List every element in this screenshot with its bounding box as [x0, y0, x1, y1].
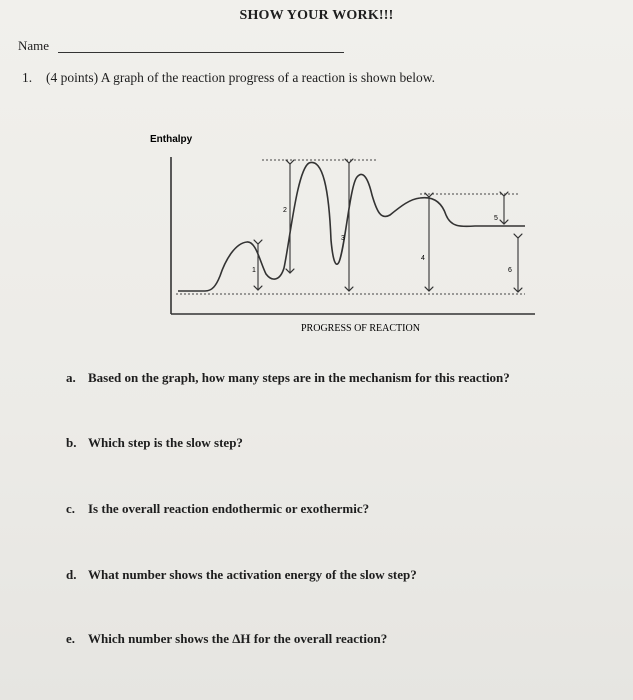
subquestion-letter: a.	[66, 370, 76, 385]
name-label: Name	[18, 38, 50, 53]
subquestion-b	[66, 435, 243, 451]
question-text: (4 points) A graph of the reaction progress of a reaction is shown below.	[46, 70, 436, 85]
subquestion-text: Is the overall reaction endothermic or exothermic?	[88, 501, 370, 516]
arrow-label-3: 3	[341, 235, 345, 242]
page-title: SHOW YOUR WORK!!!	[239, 8, 394, 23]
reference-dotted-lines	[176, 160, 525, 294]
subquestion-c	[66, 501, 369, 517]
subquestion-letter: c.	[66, 501, 76, 516]
energy-arrows	[258, 163, 518, 292]
subquestion-text: What number shows the activation energy of the slow step?	[88, 567, 417, 582]
arrow-label-6: 6	[508, 267, 512, 274]
subquestion-letter: d.	[66, 567, 77, 582]
arrow-label-4: 4	[421, 255, 425, 262]
subquestion-d	[66, 567, 417, 583]
reaction-curve	[178, 162, 525, 291]
subquestion-a	[66, 370, 510, 386]
subquestion-text: Which number shows the ΔH for the overall reaction?	[88, 631, 388, 646]
subquestion-letter: e.	[66, 631, 76, 646]
arrow-label-2: 2	[283, 207, 287, 214]
x-axis-label: PROGRESS OF REACTION	[301, 323, 420, 334]
question-number: 1.	[22, 70, 33, 85]
subquestion-text: Based on the graph, how many steps are in the mechanism for this reaction?	[88, 370, 510, 385]
subquestion-letter: b.	[66, 435, 77, 450]
arrow-label-1: 1	[252, 267, 256, 274]
subquestion-e	[66, 631, 387, 647]
subquestion-text: Which step is the slow step?	[88, 435, 243, 450]
y-axis-label: Enthalpy	[150, 134, 193, 145]
arrow-label-5: 5	[494, 215, 498, 222]
